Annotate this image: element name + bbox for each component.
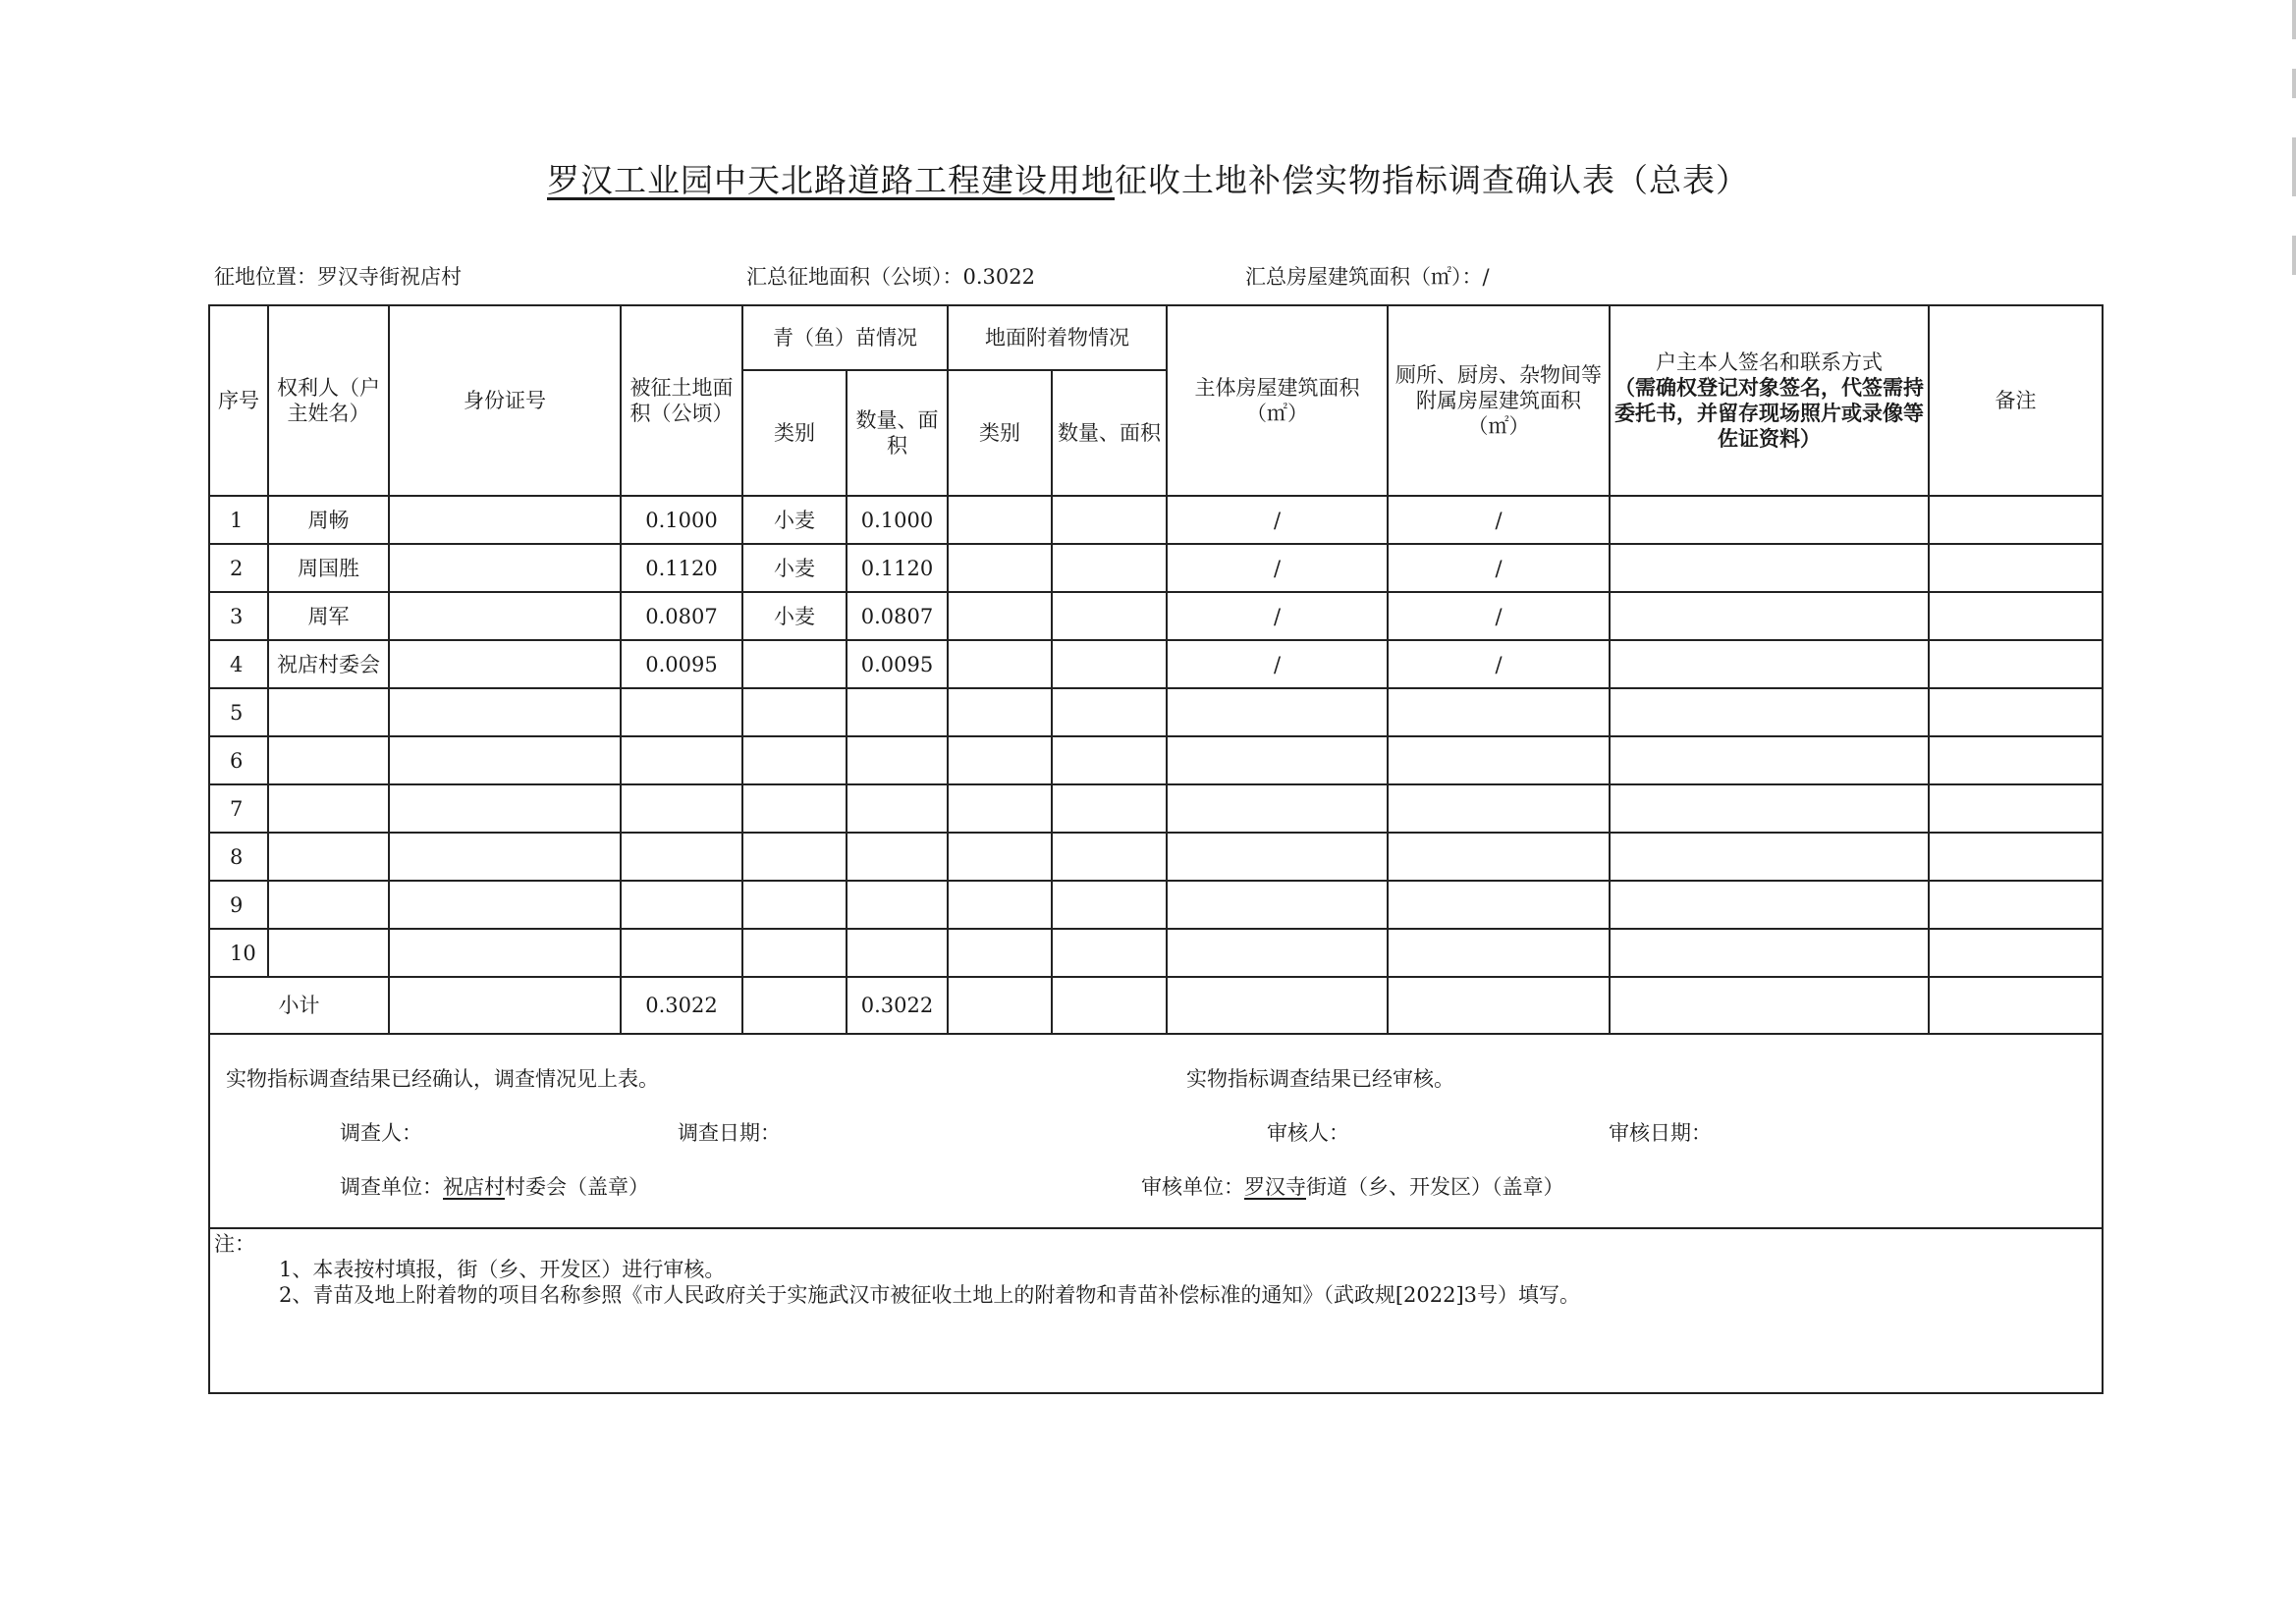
row-crop-qty (847, 688, 948, 736)
row-attach-type (948, 688, 1052, 736)
row-owner: 周畅 (268, 496, 389, 544)
header-attach-type: 类别 (948, 370, 1052, 496)
row-seq: 5 (209, 688, 268, 736)
row-attach-type (948, 929, 1052, 977)
row-crop-qty (847, 881, 948, 929)
row-area: 0.0095 (621, 640, 742, 688)
row-remark (1929, 544, 2103, 592)
row-main-building: / (1167, 640, 1388, 688)
row-owner (268, 929, 389, 977)
row-seq: 2 (209, 544, 268, 592)
row-attach-type (948, 592, 1052, 640)
row-main-building: / (1167, 544, 1388, 592)
confirm-statement: 实物指标调查结果已经确认，调查情况见上表。 (226, 1067, 659, 1091)
row-main-building (1167, 688, 1388, 736)
row-id (389, 544, 621, 592)
row-main-building: / (1167, 496, 1388, 544)
row-aux-building (1388, 784, 1610, 833)
header-signature-note: （需确权登记对象签名，代签需持委托书，并留存现场照片或录像等佐证资料） (1614, 375, 1924, 451)
notes-label: 注： (214, 1232, 255, 1256)
table-row (209, 688, 2103, 736)
header-land-area: 被征土地面积（公顷） (621, 305, 742, 496)
row-crop-type (742, 688, 847, 736)
header-crop-type: 类别 (742, 370, 847, 496)
row-crop-qty (847, 833, 948, 881)
header-owner: 权利人（户主姓名） (268, 305, 389, 496)
row-remark (1929, 688, 2103, 736)
row-aux-building (1388, 881, 1610, 929)
investigate-unit-rest: 村委会（盖章） (505, 1175, 649, 1199)
scan-edge-mark (2292, 69, 2296, 98)
row-id (389, 688, 621, 736)
row-id (389, 640, 621, 688)
row-id (389, 784, 621, 833)
row-signature (1610, 929, 1929, 977)
row-signature (1610, 784, 1929, 833)
row-id (389, 736, 621, 784)
row-id (389, 496, 621, 544)
survey-table (208, 304, 2104, 1394)
row-crop-type (742, 881, 847, 929)
row-main-building (1167, 881, 1388, 929)
row-attach-qty (1052, 688, 1167, 736)
row-main-building (1167, 736, 1388, 784)
row-crop-type: 小麦 (742, 592, 847, 640)
scan-edge-mark (2292, 0, 2296, 39)
row-id (389, 833, 621, 881)
row-id (389, 592, 621, 640)
table-row (209, 736, 2103, 784)
row-area (621, 736, 742, 784)
row-attach-qty (1052, 784, 1167, 833)
subtotal-label: 小计 (209, 977, 389, 1034)
row-attach-qty (1052, 929, 1167, 977)
subtotal-id (389, 977, 621, 1034)
row-seq: 3 (209, 592, 268, 640)
meta-total-area: 汇总征地面积（公顷）：0.3022 (746, 265, 1035, 289)
row-seq: 9 (209, 881, 268, 929)
header-signature (1610, 305, 1929, 496)
row-aux-building (1388, 833, 1610, 881)
table-row (209, 592, 2103, 640)
header-seq: 序号 (209, 305, 268, 496)
row-signature (1610, 688, 1929, 736)
row-seq: 1 (209, 496, 268, 544)
investigate-unit-label: 调查单位： (340, 1175, 443, 1199)
header-crops: 青（鱼）苗情况 (742, 305, 948, 370)
row-id (389, 881, 621, 929)
row-owner: 祝店村委会 (268, 640, 389, 688)
investigator-label: 调查人： (340, 1121, 422, 1145)
row-crop-type (742, 640, 847, 688)
header-signature-title: 户主本人签名和联系方式 (1656, 351, 1883, 374)
row-signature (1610, 544, 1929, 592)
row-aux-building: / (1388, 640, 1610, 688)
table-row (209, 929, 2103, 977)
row-attach-qty (1052, 881, 1167, 929)
row-main-building (1167, 929, 1388, 977)
row-remark (1929, 833, 2103, 881)
table-row (209, 784, 2103, 833)
row-id (389, 929, 621, 977)
row-attach-qty (1052, 592, 1167, 640)
row-crop-type: 小麦 (742, 496, 847, 544)
row-owner (268, 736, 389, 784)
subtotal-qty: 0.3022 (847, 977, 948, 1034)
review-statement: 实物指标调查结果已经审核。 (1186, 1067, 1454, 1091)
row-signature (1610, 592, 1929, 640)
row-main-building: / (1167, 592, 1388, 640)
row-attach-type (948, 640, 1052, 688)
row-attach-type (948, 784, 1052, 833)
header-crop-qty: 数量、面积 (847, 370, 948, 496)
row-attach-qty (1052, 544, 1167, 592)
header-aux-building: 厕所、厨房、杂物间等附属房屋建筑面积（㎡） (1388, 305, 1610, 496)
review-unit-label: 审核单位： (1141, 1175, 1244, 1199)
row-area (621, 929, 742, 977)
header-attach-qty: 数量、面积 (1052, 370, 1167, 496)
table-row (209, 640, 2103, 688)
row-attach-qty (1052, 640, 1167, 688)
row-owner (268, 881, 389, 929)
confirmation-section (209, 1034, 2103, 1228)
row-owner (268, 784, 389, 833)
review-unit-rest: 街道（乡、开发区）（盖章） (1306, 1175, 1564, 1199)
review-unit (1141, 1174, 1564, 1200)
subtotal-crop (742, 977, 847, 1034)
row-crop-qty: 0.1000 (847, 496, 948, 544)
row-remark (1929, 929, 2103, 977)
scan-edge-mark (2292, 236, 2296, 275)
subtotal-area: 0.3022 (621, 977, 742, 1034)
row-owner: 周国胜 (268, 544, 389, 592)
row-area: 0.1000 (621, 496, 742, 544)
investigate-unit-name: 祝店村 (443, 1175, 505, 1199)
row-aux-building: / (1388, 496, 1610, 544)
header-attachments: 地面附着物情况 (948, 305, 1167, 370)
row-area (621, 688, 742, 736)
meta-total-building: 汇总房屋建筑面积（㎡）：/ (1245, 265, 1490, 289)
reviewer-label: 审核人： (1267, 1121, 1349, 1145)
row-remark (1929, 640, 2103, 688)
row-crop-qty: 0.0095 (847, 640, 948, 688)
row-seq: 4 (209, 640, 268, 688)
row-attach-type (948, 833, 1052, 881)
row-signature (1610, 496, 1929, 544)
row-area: 0.1120 (621, 544, 742, 592)
row-crop-qty (847, 784, 948, 833)
row-remark (1929, 736, 2103, 784)
row-crop-qty (847, 929, 948, 977)
row-crop-type (742, 784, 847, 833)
row-remark (1929, 881, 2103, 929)
title-project: 罗汉工业园中天北路道路工程建设用地 (547, 161, 1115, 199)
row-area (621, 833, 742, 881)
notes-section (209, 1228, 2103, 1393)
row-owner (268, 833, 389, 881)
table-row (209, 496, 2103, 544)
row-crop-type (742, 929, 847, 977)
row-aux-building: / (1388, 592, 1610, 640)
row-signature (1610, 640, 1929, 688)
row-aux-building (1388, 688, 1610, 736)
investigate-date-label: 调查日期： (678, 1121, 781, 1145)
row-attach-type (948, 881, 1052, 929)
header-main-building: 主体房屋建筑面积（㎡） (1167, 305, 1388, 496)
row-seq: 8 (209, 833, 268, 881)
row-attach-qty (1052, 833, 1167, 881)
row-remark (1929, 784, 2103, 833)
table-row (209, 881, 2103, 929)
row-aux-building: / (1388, 544, 1610, 592)
row-signature (1610, 736, 1929, 784)
row-remark (1929, 592, 2103, 640)
row-aux-building (1388, 929, 1610, 977)
row-signature (1610, 833, 1929, 881)
table-row (209, 833, 2103, 881)
row-crop-type: 小麦 (742, 544, 847, 592)
row-main-building (1167, 833, 1388, 881)
row-remark (1929, 496, 2103, 544)
row-crop-qty (847, 736, 948, 784)
row-attach-qty (1052, 496, 1167, 544)
row-owner: 周军 (268, 592, 389, 640)
row-aux-building (1388, 736, 1610, 784)
row-attach-type (948, 544, 1052, 592)
row-owner (268, 688, 389, 736)
row-main-building (1167, 784, 1388, 833)
row-seq: 10 (209, 929, 268, 977)
note-item: 1、本表按村填报，街（乡、开发区）进行审核。 (279, 1258, 726, 1281)
row-attach-qty (1052, 736, 1167, 784)
page-title (0, 155, 2296, 201)
title-rest: 征收土地补偿实物指标调查确认表（总表） (1115, 161, 1749, 199)
row-signature (1610, 881, 1929, 929)
row-attach-type (948, 496, 1052, 544)
row-crop-qty: 0.1120 (847, 544, 948, 592)
note-item: 2、青苗及地上附着物的项目名称参照《市人民政府关于实施武汉市被征收土地上的附着物和青苗补偿标准的通知》（武政规[2022]3号）填写。 (279, 1283, 1581, 1307)
header-remark: 备注 (1929, 305, 2103, 496)
meta-location: 征地位置：罗汉寺街祝店村 (214, 265, 462, 289)
row-area (621, 881, 742, 929)
row-crop-qty: 0.0807 (847, 592, 948, 640)
review-unit-name: 罗汉寺 (1244, 1175, 1306, 1199)
scan-edge-mark (2292, 137, 2296, 196)
row-crop-type (742, 736, 847, 784)
row-crop-type (742, 833, 847, 881)
row-area (621, 784, 742, 833)
row-attach-type (948, 736, 1052, 784)
investigate-unit (340, 1174, 649, 1200)
row-area: 0.0807 (621, 592, 742, 640)
header-id: 身份证号 (389, 305, 621, 496)
table-row (209, 544, 2103, 592)
subtotal-row (209, 977, 2103, 1034)
row-seq: 7 (209, 784, 268, 833)
row-seq: 6 (209, 736, 268, 784)
review-date-label: 审核日期： (1609, 1121, 1712, 1145)
